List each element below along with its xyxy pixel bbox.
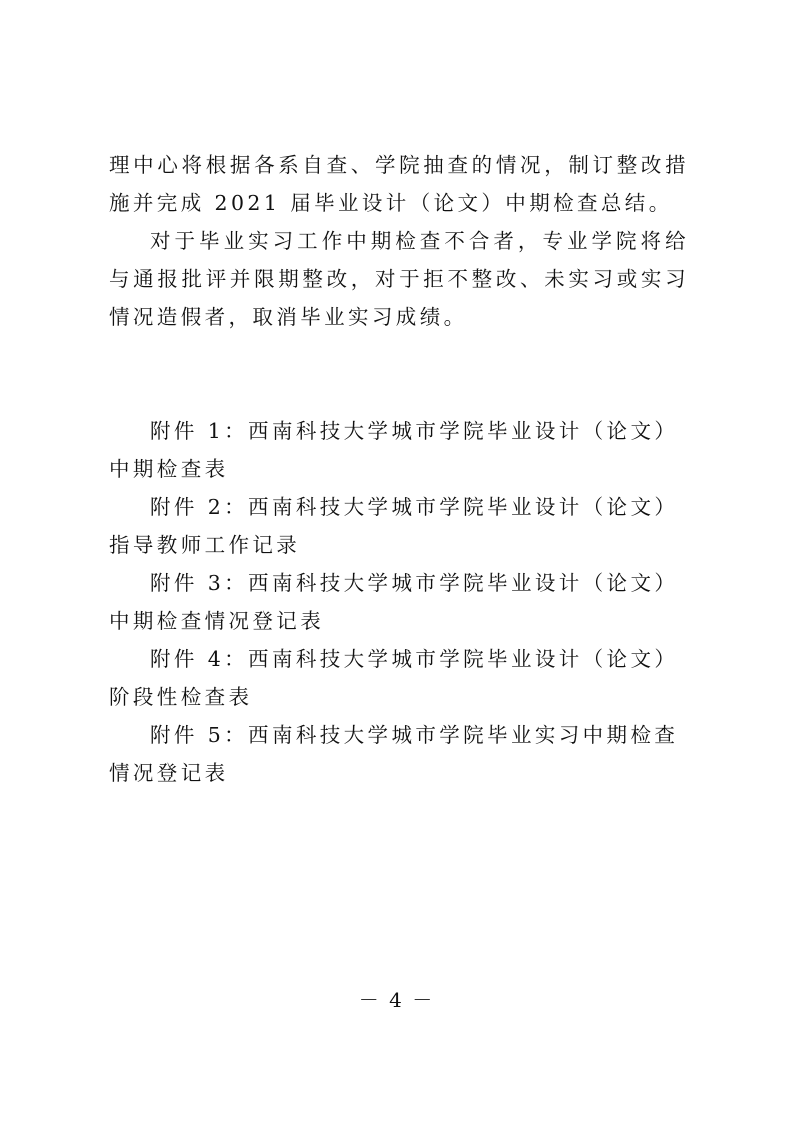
paragraph-internship-penalty: 对于毕业实习工作中期检查不合者，专业学院将给与通报批评并限期整改，对于拒不整改、未实习或实习情况造假者，取消毕业实习成绩。 (109, 229, 689, 329)
attachment-item-2: 附件 2：西南科技大学城市学院毕业设计（论文）指导教师工作记录 (109, 495, 679, 557)
attachment-item-1: 附件 1：西南科技大学城市学院毕业设计（论文）中期检查表 (109, 419, 679, 481)
attachment-item-4: 附件 4：西南科技大学城市学院毕业设计（论文）阶段性检查表 (109, 647, 679, 709)
paragraph-summary: 理中心将根据各系自查、学院抽查的情况，制订整改措施并完成 2021 届毕业设计（论文）中期检查总结。 (109, 153, 689, 215)
document-body (109, 146, 689, 792)
attachment-item-5: 附件 5：西南科技大学城市学院毕业实习中期检查情况登记表 (109, 723, 679, 785)
attachment-item-3: 附件 3：西南科技大学城市学院毕业设计（论文）中期检查情况登记表 (109, 571, 679, 633)
attachment-list (109, 412, 689, 792)
page-number: － 4 － (358, 988, 435, 1012)
blank-line (109, 336, 689, 412)
